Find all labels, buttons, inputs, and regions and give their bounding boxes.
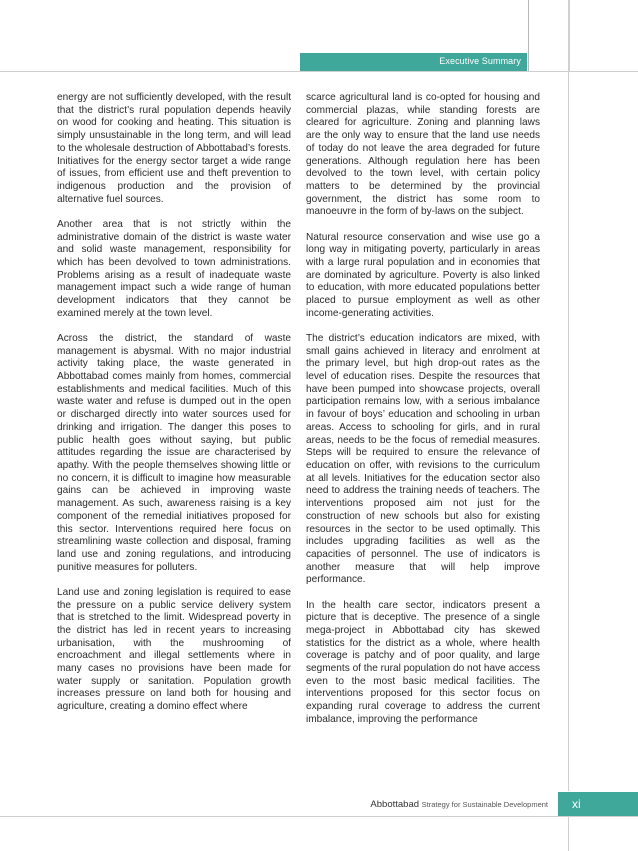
paragraph: scarce agricultural land is co-opted for housing and commercial plazas, while standing forests are cleared for agriculture. Zoning and planning laws are the only way to ensure that the land use needs of today do not leave the area degraded for future generations. Although regulation here has been devolved to the town level, with certain policy matters to be determined by the provincial government, the district has some room to manoeuvre in the form of by-laws on the subject. [306,92,540,218]
footer-margin-rule [568,816,569,851]
header-accent-line [568,0,570,71]
paragraph: In the health care sector, indicators present a picture that is deceptive. The presence of a single mega-project in Abbottabad city has skewed statistics for the district as a whole, where health coverage is patchy and of poor quality, and large segments of the rural population do not have access even to the most basic medical facilities. The interventions proposed for this sector focus on expanding rural coverage to address the current imbalance, improving the performance [306,599,540,725]
header-divider [0,71,638,72]
page-number: xi [572,797,581,811]
paragraph: Across the district, the standard of waste management is abysmal. With no major industrial activity taking place, the waste generated in Abbottabad comes mainly from homes, commercial establishments and medical facilities. Much of this waste water and refuse is dumped out in the open or discharged directly into water sources used for drinking and irrigation. The danger this poses to public health goes without saying, but public attitudes regarding the issue are characterised by apathy. With the people themselves showing little or no concern, it is difficult to imagine how measurable gains can be achieved in improving waste management. As such, awareness raising is a key component of the remedial initiatives proposed for this sector. Interventions required here focus on streamlining waste collection and disposal, framing land use and zoning regulations, and introducing punitive measures for polluters. [57,332,291,573]
margin-rule [568,71,569,791]
footer-rule [0,816,638,817]
header-rule [528,0,555,71]
page-number-box [558,792,638,816]
section-header-bar [300,53,527,71]
paragraph: Natural resource conservation and wise use go a long way in mitigating poverty, particularly in areas with a large rural population and in economies that are dominated by agriculture. Poverty is also linked to education, with more educated populations better placed to pursue employment as well as other income-generating activities. [306,231,540,319]
left-column [57,92,291,726]
paragraph: Land use and zoning legislation is required to ease the pressure on a public service delivery system that is stretched to the limit. Widespread poverty in the district has led in recent years to increasing urbanisation, with the mushrooming of encroachment and illegal settlements where in many cases no provisions have been made for water supply or sanitation. Population growth increases pressure on land both for housing and agriculture, creating a domino effect where [57,586,291,713]
paragraph: energy are not sufficiently developed, with the result that the district’s rural population depends heavily on wood for cooking and heating. This situation is simply unsustainable in the long term, and will lead to the wholesale destruction of Abbottabad’s forests. Initiatives for the energy sector target a wide range of issues, from efficient use and theft prevention to indigenous production and the provision of alternative fuel sources. [57,92,291,205]
footer [300,795,556,815]
publication-title-sub: Strategy for Sustainable Development [421,800,548,809]
right-column [306,92,540,739]
paragraph: The district’s education indicators are mixed, with small gains achieved in literacy and enrolment at the primary level, but high drop-out rates as the level of education rises. Despite the resources that have been pumped into showcase projects, overall participation remains low, with a serious imbalance in favour of boys’ education and schooling in urban areas. Access to schooling for girls, and in rural areas, needs to be the focus of remedial measures. Steps will be required to ensure the relevance of education on offer, with revisions to the curriculum at all levels. Initiatives for the education sector also need to address the training needs of teachers. The interventions proposed aim not just for the construction of new schools but also for existing resources in the sector to be used optimally. This includes upgrading facilities as well as the capacities of personnel. The use of indicators is another measure that will help improve performance. [306,332,540,586]
paragraph: Another area that is not strictly within the administrative domain of the district is waste water and solid waste management, responsibility for which has been devolved to town administrations. Problems arising as a result of inadequate waste management impact such a wide range of human development indicators that they cannot be examined merely at the town level. [57,218,291,319]
section-title: Executive Summary [439,56,521,66]
publication-title-main: Abbottabad [370,799,420,810]
publication-title [370,799,548,810]
